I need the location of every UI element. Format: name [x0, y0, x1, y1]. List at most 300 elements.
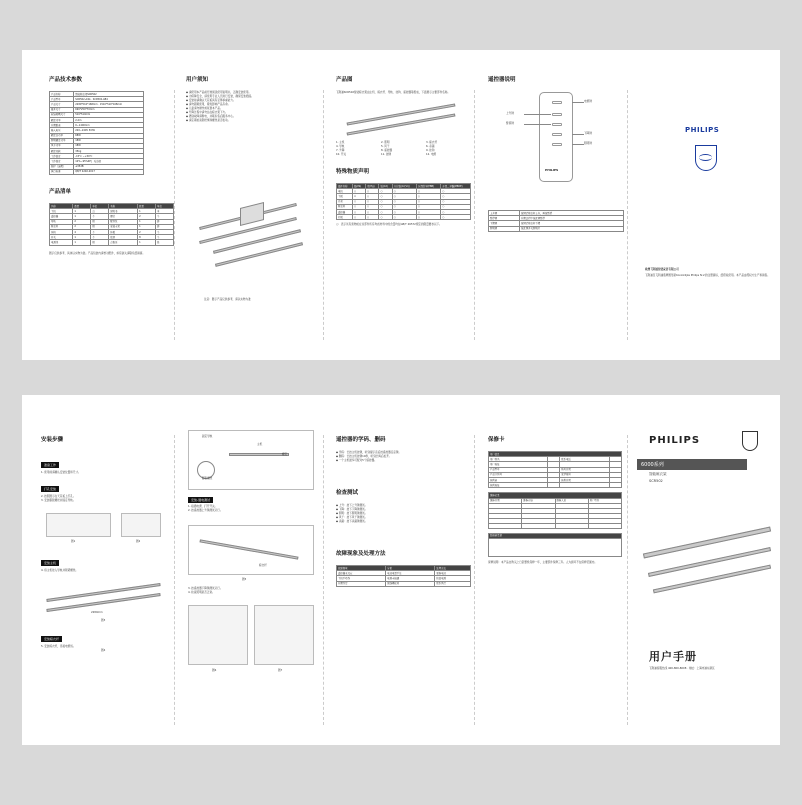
test-step-2: 2. 按遥控器上升键测试运行。 — [188, 509, 223, 512]
cover-shield-icon — [742, 431, 758, 451]
install-figures-1 — [41, 509, 168, 549]
spec-cell: 10%~95%RH，无冷凝 — [74, 159, 144, 164]
company-column — [637, 50, 777, 360]
dimension-label: 2280mm — [91, 611, 103, 614]
spec-cell: 额定荷载 — [50, 149, 74, 154]
func-cell: 暂停键 — [489, 216, 520, 221]
card-label — [560, 483, 610, 488]
func-cell: 按此键开关照明灯 — [520, 226, 624, 231]
fig-2: 图2 — [136, 540, 141, 543]
fault-header-cell: 处理方法 — [435, 566, 471, 571]
mount-diagram — [188, 430, 314, 490]
plist-cell: 个 — [156, 229, 174, 234]
repair-title: 维修记录 — [489, 493, 622, 498]
plist-cell: 1 — [73, 240, 91, 245]
hazard-cell: ○ — [392, 209, 416, 214]
repair-cell — [489, 523, 522, 528]
chip-drill: 打孔安装 — [41, 486, 59, 492]
spec-cell: ≤35dB — [74, 164, 144, 169]
plist-cell: 套 — [156, 224, 174, 229]
part-item: 2. 照明 — [381, 141, 390, 144]
plist-cell: 主机 — [50, 209, 73, 214]
cover-product-image — [642, 515, 777, 615]
hazard-row — [337, 215, 471, 220]
rod-diagram — [188, 525, 314, 575]
func-cell: 按键后晾衣杆下降 — [520, 221, 624, 226]
func-row — [489, 226, 624, 231]
part-item: 11. 按键 — [381, 153, 392, 156]
hazard-note: ○：表示该有害物质在该部件所有均质材料中的含量均在GB/T 26572规定的限量要求以下。 — [336, 223, 442, 227]
hazard-cell: 遥控器 — [337, 209, 353, 214]
figure-7 — [254, 605, 314, 665]
plist-header-cell: 名称 — [50, 204, 73, 209]
notice-column — [182, 50, 317, 360]
spec-cell: 510*510mm — [74, 112, 144, 117]
check-item: ◆ 照明：按下照明键测试。 — [336, 512, 368, 515]
notice-item: ◆ 请使用本产品前仔细阅读使用说明书，正确安装使用。 — [186, 91, 252, 94]
fault-cell: 联系售后 — [435, 581, 471, 586]
cover-series: 6000系列 — [637, 459, 747, 470]
test-step-4: 4. 检查照明是否正常。 — [188, 591, 215, 594]
company-name: 欧洲飞利浦智能家居有限公司 — [645, 268, 679, 271]
fault-cell: 遥控器无反应 — [337, 571, 386, 576]
hazard-cell: ○ — [416, 189, 440, 194]
spec-cell: 展开尺寸 — [50, 107, 74, 112]
label-rail: 固定导轨 — [202, 435, 213, 438]
hazard-cell: ○ — [441, 209, 471, 214]
hazard-header-cell: 汞(Hg) — [366, 184, 379, 189]
cover-model: SCR502 — [649, 479, 663, 483]
notice-item: ◆ 安装前请确认天花板具有足够承重能力。 — [186, 99, 236, 102]
plist-cell: 胶塞 — [109, 235, 138, 240]
plist-cell: 台 — [91, 209, 109, 214]
plist-header-cell: 数量 — [138, 204, 156, 209]
check-item: ◆ 上升：按下上升键测试。 — [336, 504, 368, 507]
spec-column — [42, 50, 172, 360]
pairing-list — [336, 451, 468, 463]
spec-cell: 输入电压 — [50, 128, 74, 133]
remote-control — [539, 92, 573, 182]
spec-cell: 额定功率 — [50, 117, 74, 122]
hazard-cell: 灯板 — [337, 215, 353, 220]
install-step-2: 2. 按照图示在天花板上打孔。 — [41, 495, 76, 498]
card-header: 用户信息 — [489, 452, 622, 457]
install-column — [37, 395, 172, 745]
notice-item: ◆ 遇到故障请断电，并联系售后服务中心。 — [186, 115, 236, 118]
install-step-5: 5. 安装晾衣杆，连接电源线。 — [41, 645, 76, 648]
spec-cell: 产品尺寸 — [50, 102, 74, 107]
hazard-cell: 主板 — [337, 194, 353, 199]
part-item: 12. 电源 — [426, 153, 437, 156]
cover-manual-title: 用户手册 — [649, 650, 697, 663]
check-item: ◆ 风干：按下风干键测试。 — [336, 516, 368, 519]
hazard-cell: 外壳 — [337, 199, 353, 204]
notice-item: ◆ 儿童请勿操作或玩耍本产品。 — [186, 107, 223, 110]
plist-cell: 2 — [138, 214, 156, 219]
fig-4: 图4 — [101, 649, 106, 652]
pairing-column — [332, 395, 472, 745]
cover-brand: PHILIPS — [649, 435, 701, 446]
plist-cell: 个 — [91, 229, 109, 234]
test-step-1: 1. 接通电源，打开开关。 — [188, 505, 218, 508]
plist-cell: 配件包 — [109, 219, 138, 224]
part-item: 8. 遥控器 — [381, 149, 393, 152]
plist-cell: 开关 — [50, 235, 73, 240]
func-cell: 照明键 — [489, 226, 520, 231]
label-screw: 螺钉 — [282, 453, 288, 456]
product-intro: 飞利浦SCR502智能晾衣架由主机、晾衣杆、导轨、挂钩、遥控器等组成，下面展示主要部件名称。 — [336, 91, 450, 94]
rack-illustration — [192, 195, 310, 285]
hazard-cell: ○ — [353, 204, 366, 209]
spec-cell: 18W — [74, 138, 144, 143]
part-item: 6. 杀菌 — [426, 145, 435, 148]
spec-title: 产品技术参数 — [49, 77, 83, 83]
hazard-cell: 电机 — [337, 189, 353, 194]
fig-6: 图6 — [212, 669, 217, 672]
notice-item: ◆ 为保障安全，请使用专业人员进行安装，确保安装稳固。 — [186, 95, 254, 98]
pairing-title: 遥控器的学码、删码 — [336, 437, 386, 443]
install-title: 安装步骤 — [41, 437, 64, 443]
hazard-cell: ○ — [416, 215, 440, 220]
spec-cell: 产品名称 — [50, 92, 74, 97]
plist-cell: 2 — [73, 219, 91, 224]
hazard-cell: ○ — [366, 189, 379, 194]
plist-cell: 1 — [138, 209, 156, 214]
hazard-cell: ○ — [379, 204, 392, 209]
repair-header-cell: 维修内容 — [522, 498, 555, 503]
chip-host: 安装主机 — [41, 560, 59, 566]
hazard-cell: 晾衣杆 — [337, 204, 353, 209]
plist-cell: 1 — [73, 209, 91, 214]
spec-cell: 额定总功率 — [50, 133, 74, 138]
pairing-item: ◆ 删码：长按主机按键10秒，听到长鸣后松开。 — [336, 455, 392, 458]
spec-cell: 照明额定功率 — [50, 138, 74, 143]
part-item: 10. 开关 — [336, 153, 347, 156]
hazard-cell: ○ — [441, 215, 471, 220]
notice-item: ◆ 升降过程中请勿站在晾衣架下方。 — [186, 111, 228, 114]
plist-cell: 2 — [138, 229, 156, 234]
check-item: ◆ 杀菌：按下杀菌键测试。 — [336, 520, 368, 523]
up-button[interactable] — [552, 113, 562, 116]
notice-item: ◆ 请勿超载使用，避免影响产品寿命。 — [186, 103, 231, 106]
check-list — [336, 504, 468, 524]
install-step-4: 4. 将主机挂入导轨并锁紧螺丝。 — [41, 569, 79, 572]
func-cell: 上升键 — [489, 211, 520, 216]
packing-list-table — [49, 203, 174, 246]
plist-cell: 晾衣杆 — [50, 224, 73, 229]
plist-header-cell: 名称 — [109, 204, 138, 209]
hazard-header-cell: 六价铬(Cr(VI)) — [392, 184, 416, 189]
plist-cell: 根 — [91, 240, 109, 245]
hazard-cell: ○ — [366, 215, 379, 220]
warranty-column — [484, 395, 624, 745]
hazard-cell: ○ — [392, 204, 416, 209]
test-step-3: 3. 按遥控器下降键测试运行。 — [188, 587, 223, 590]
hazard-cell: ○ — [366, 194, 379, 199]
light-button[interactable] — [552, 143, 562, 146]
fault-row — [337, 581, 471, 586]
remote-title: 遥控器说明 — [488, 77, 516, 83]
card-label: 销售日期 — [560, 477, 610, 482]
repair-cell — [555, 523, 588, 528]
hazard-cell: ○ — [392, 194, 416, 199]
spec-cell: QB/T 4292-2017 — [74, 169, 144, 174]
plist-cell: 套 — [156, 219, 174, 224]
hazard-cell: ○ — [366, 209, 379, 214]
label-up: 上升键 — [506, 112, 514, 115]
label-rod: 晾衣杆 — [259, 564, 267, 567]
fault-cell: 更换电池 — [435, 571, 471, 576]
hazard-cell: ○ — [353, 189, 366, 194]
spec-table — [49, 91, 144, 175]
list-title: 产品清单 — [49, 189, 72, 195]
product-image — [336, 99, 466, 137]
plist-cell: 张 — [156, 240, 174, 245]
hazard-header-cell: 部件名称 — [337, 184, 353, 189]
plist-cell: 挂钩 — [50, 229, 73, 234]
spec-cell: 690*250*70mm — [74, 107, 144, 112]
spec-cell: 产品型号 — [50, 97, 74, 102]
spec-cell: 工作湿度 — [50, 159, 74, 164]
warranty-card-table — [488, 451, 622, 488]
spec-cell: 风干功率 — [50, 143, 74, 148]
plist-cell: 安装支架 — [109, 224, 138, 229]
repair-empty-row — [489, 523, 622, 528]
plist-cell: 个 — [91, 235, 109, 240]
philips-shield-icon — [695, 145, 717, 171]
product-column — [332, 50, 472, 360]
check-item: ◆ 下降：按下下降键测试。 — [336, 508, 368, 511]
plist-cell: 1 — [73, 235, 91, 240]
hazard-cell: ○ — [353, 209, 366, 214]
spec-cell: 35kg — [74, 149, 144, 154]
plist-cell: 根 — [91, 224, 109, 229]
fig-3: 图3 — [101, 619, 106, 622]
repair-header-cell: 维修日期 — [489, 498, 522, 503]
remote-brand: PHILIPS — [545, 168, 559, 172]
fault-cell: 电源未接通 — [386, 576, 435, 581]
plist-cell: 1 — [138, 240, 156, 245]
hazard-cell: ○ — [379, 215, 392, 220]
hazard-header-cell: 铅(Pb) — [353, 184, 366, 189]
hazard-cell: ○ — [392, 199, 416, 204]
hazard-cell: ○ — [379, 209, 392, 214]
hazard-cell: ○ — [353, 215, 366, 220]
plist-cell: 个 — [156, 214, 174, 219]
plist-cell: 1 — [138, 224, 156, 229]
test-steps — [188, 505, 314, 513]
plist-cell: 根 — [91, 219, 109, 224]
spec-cell: 2.2m — [74, 117, 144, 122]
cover-product: 智能晾衣架 — [649, 472, 667, 476]
hazard-cell: ○ — [379, 189, 392, 194]
repair-table — [488, 492, 622, 528]
plist-header-cell: 数量 — [73, 204, 91, 209]
plist-cell: 导轨 — [50, 219, 73, 224]
list-footer: 图示仅供参考，具体以实物为准。产品包装内请核对配件，如有缺失请联系经销商。 — [49, 251, 145, 255]
power-button[interactable] — [552, 101, 562, 104]
plist-cell: 1 — [138, 219, 156, 224]
plist-cell: 螺钉 — [109, 214, 138, 219]
spec-cell: 收缩晾晒尺寸 — [50, 112, 74, 117]
card-label: 销售地址 — [489, 483, 548, 488]
card-label: 产品型号 — [489, 467, 548, 472]
fault-cell: 电池电量不足 — [386, 571, 435, 576]
repair-cell — [522, 523, 555, 528]
hazard-title: 特殊物质声明 — [336, 169, 370, 175]
hazard-cell: ○ — [441, 204, 471, 209]
plist-cell: 2 — [73, 224, 91, 229]
card-row — [489, 483, 622, 488]
test-steps-2 — [188, 587, 314, 595]
chip-rod: 安装晾衣杆 — [41, 636, 62, 642]
cover-column — [637, 395, 780, 745]
fault-table — [336, 565, 471, 587]
card-label: 用户姓名 — [489, 457, 548, 462]
hazard-cell: ○ — [416, 199, 440, 204]
spec-cell: 2280*510*168mm · 1510*510*168mm — [74, 102, 144, 107]
fault-title: 故障现象及处理方法 — [336, 551, 386, 557]
fig-7: 图7 — [278, 669, 283, 672]
plist-cell: 个 — [91, 214, 109, 219]
hazard-cell: ○ — [416, 209, 440, 214]
card-label: 产品序列号 — [489, 472, 548, 477]
plist-cell: 4 — [73, 229, 91, 234]
hazard-cell: ○ — [366, 199, 379, 204]
spec-cell: 防护（选配） — [50, 164, 74, 169]
hazard-cell: ○ — [416, 204, 440, 209]
hazard-cell: ○ — [379, 199, 392, 204]
plist-cell: 1 — [73, 214, 91, 219]
plist-cell: 挂板 — [109, 229, 138, 234]
hazard-table — [336, 183, 471, 220]
plist-header-cell: 单位 — [91, 204, 109, 209]
spec-cell: -15℃ ~+50℃ — [74, 154, 144, 159]
fault-cell: 检查电源 — [435, 576, 471, 581]
manual-sheet-back — [22, 395, 780, 745]
install-step-3: 3. 安装膨胀螺丝并固定导轨。 — [41, 499, 76, 502]
repair-cell — [588, 523, 621, 528]
spec-row — [50, 169, 144, 174]
fig-5: 图5 — [242, 578, 247, 581]
fault-header-cell: 分析 — [386, 566, 435, 571]
stamp-table — [488, 533, 622, 557]
part-item: 3. 晾衣杆 — [426, 141, 438, 144]
plist-cell: 8 — [138, 235, 156, 240]
hazard-cell: ○ — [366, 204, 379, 209]
card-label: 用户地址 — [489, 462, 548, 467]
notice-title: 用户须知 — [186, 77, 209, 83]
check-title: 检查测试 — [336, 490, 359, 496]
fault-header-cell: 故障现象 — [337, 566, 386, 571]
spec-cell: 18W — [74, 143, 144, 148]
hazard-cell: ○ — [392, 189, 416, 194]
plist-cell: 本 — [156, 209, 174, 214]
pause-button[interactable] — [552, 123, 562, 126]
label-down: 下降键 — [584, 132, 592, 135]
hazard-cell: ○ — [379, 194, 392, 199]
card-label: 联系电话 — [560, 457, 610, 462]
install-column-2 — [182, 395, 320, 745]
label-power: 电源键 — [584, 100, 592, 103]
warranty-title: 保修卡 — [488, 437, 505, 443]
remote-column — [484, 50, 624, 360]
fault-cell: 主机不动作 — [337, 576, 386, 581]
chip-test: 安装-通电测试 — [188, 497, 213, 503]
hazard-cell: ○ — [441, 194, 471, 199]
pairing-item: ◆ 学码：长按主机按键，听到提示音后按遥控器任意键。 — [336, 451, 402, 454]
install-figure-3 — [41, 577, 168, 625]
plist-cell: 遥控器 — [50, 214, 73, 219]
brand-logo: PHILIPS — [685, 126, 720, 134]
product-title: 产品图 — [336, 77, 353, 83]
part-item: 4. 导轨 — [336, 145, 345, 148]
label-pause: 暂停键 — [506, 122, 514, 125]
label-anchor: 膨胀螺丝 — [202, 477, 213, 480]
plist-row — [50, 240, 174, 245]
part-item: 5. 风干 — [381, 145, 390, 148]
parts-list — [336, 141, 471, 157]
remote-function-table — [488, 210, 624, 232]
chip-prepare: 准备工作 — [41, 462, 59, 468]
hazard-header-cell: 镉(Cd) — [379, 184, 392, 189]
spec-cell: 智能晾衣架SCR502 — [74, 92, 144, 97]
figure-6 — [188, 605, 248, 665]
func-cell: 下降键 — [489, 221, 520, 226]
plist-cell: 个 — [156, 235, 174, 240]
notice-caption: 注意：图示产品仅供参考，请以实物为准 — [204, 298, 251, 301]
spec-cell: 升降距离 — [50, 123, 74, 128]
func-cell: 升降过程中按此键暂停 — [520, 216, 624, 221]
cover-footer: 飞利浦客服热线 400-800-8008 · 地址：上海市浦东新区 — [649, 667, 715, 670]
card-value — [548, 483, 560, 488]
spec-cell: 执行标准 — [50, 169, 74, 174]
repair-header-cell: 用户签名 — [588, 498, 621, 503]
card-label: 购买日期 — [560, 467, 610, 472]
manual-sheet-front — [22, 50, 780, 360]
part-item: 7. 升降 — [336, 149, 345, 152]
label-light: 照明键 — [584, 142, 592, 145]
company-text: 飞利浦及飞利浦盾牌图形是Koninklijke Philips N.V.的注册商标，经授权使用。本产品由授权方生产和销售。 — [645, 274, 770, 277]
spec-cell: 0~1400mm — [74, 123, 144, 128]
plist-header-cell: 单位 — [156, 204, 174, 209]
hazard-header-cell: 多溴联苯(PBB) — [416, 184, 440, 189]
part-item: 9. 挂钩 — [426, 149, 435, 152]
hazard-cell: ○ — [441, 189, 471, 194]
notice-item: ◆ 请定期检查钢丝绳和螺丝是否松动。 — [186, 119, 231, 122]
hazard-cell: ○ — [441, 199, 471, 204]
label-host: 主机 — [257, 443, 263, 446]
fault-cell: 升降异常 — [337, 581, 386, 586]
hazard-cell: ○ — [392, 215, 416, 220]
repair-header-cell: 维修人员 — [555, 498, 588, 503]
fault-cell: 钢丝绳松动 — [386, 581, 435, 586]
card-label: 发票编号 — [560, 472, 610, 477]
down-button[interactable] — [552, 133, 562, 136]
card-value — [610, 483, 622, 488]
notice-list — [186, 91, 313, 123]
fig-1: 图1 — [71, 540, 76, 543]
card-label: 销售商 — [489, 477, 548, 482]
spec-cell: SCR502-A4G · SCR502-AB4 — [74, 97, 144, 102]
hazard-cell: ○ — [416, 194, 440, 199]
hazard-cell: ○ — [353, 199, 366, 204]
spec-cell: 工作温度 — [50, 154, 74, 159]
pairing-item: ◆ 一个主机最多可配对5个遥控器。 — [336, 459, 377, 462]
hazard-header-cell: 多溴二苯醚(PBDE) — [441, 184, 471, 189]
stamp-title: 经销商盖章 — [489, 533, 622, 538]
hazard-cell: × — [353, 194, 366, 199]
